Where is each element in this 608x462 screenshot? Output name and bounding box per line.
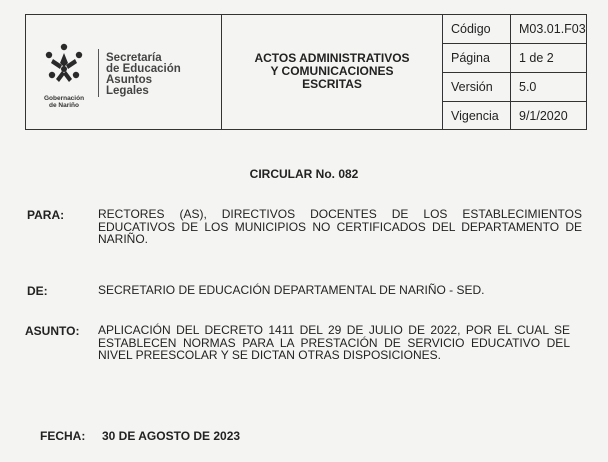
meta-label: Código: [451, 22, 491, 36]
meta-value-row: [511, 44, 586, 73]
de-label: DE:: [27, 284, 48, 298]
meta-label: Página: [451, 51, 490, 65]
meta-label-row: [443, 44, 510, 73]
department-line: de Educación: [106, 63, 181, 75]
document-title: [222, 52, 442, 91]
title-line: Y COMUNICACIONES: [270, 64, 394, 78]
logo-caption-line: de Nariño: [49, 102, 79, 109]
meta-value: 5.0: [519, 80, 537, 94]
meta-label-row: [443, 102, 510, 131]
de-text: SECRETARIO DE EDUCACIÓN DEPARTAMENTAL DE NARIÑO - SED.: [98, 283, 485, 297]
department-line: Legales: [106, 85, 149, 97]
meta-label: Vigencia: [451, 109, 499, 123]
meta-value-row: [511, 73, 586, 102]
para-text: RECTORES (AS), DIRECTIVOS DOCENTES DE LOS ESTABLECIMIENTOS EDUCATIVOS DE LOS MUNICIPIOS NO CERTIFICADOS DEL DEPARTAMENTO DE NARIÑO.: [98, 207, 582, 246]
department-line: Secretaría: [106, 52, 162, 64]
logo-caption: [34, 95, 94, 109]
fecha-value: 30 DE AGOSTO DE 2023: [102, 429, 241, 443]
meta-value: M03.01.F03: [519, 22, 586, 36]
logo-caption-line: Gobernación: [43, 95, 85, 102]
meta-value: 9/1/2020: [519, 109, 568, 123]
document-title-cell: [222, 15, 443, 129]
title-line: ACTOS ADMINISTRATIVOS: [254, 51, 410, 65]
meta-value: 1 de 2: [519, 51, 554, 65]
circular-title: CIRCULAR No. 082: [249, 167, 359, 181]
department-name: [106, 53, 218, 97]
meta-label: Versión: [451, 80, 493, 94]
meta-value-row: [511, 15, 586, 44]
asunto-text: APLICACIÓN DEL DECRETO 1411 DEL 29 DE JULIO DE 2022, POR EL CUAL SE ESTABLECEN NORMAS PARA LA PRESTACIÓN DE SERVICIO EDUCATIVO DEL NIVEL PREESCOLAR Y SE DICTAN OTRAS DISPOSICIONES.: [98, 323, 570, 362]
asunto-label: ASUNTO:: [25, 324, 80, 338]
meta-values: [511, 15, 586, 129]
meta-value-row: [511, 102, 586, 131]
meta-label-row: [443, 73, 510, 102]
header-table: [25, 14, 587, 130]
gobernacion-logo-icon: [40, 41, 88, 91]
title-line: ESCRITAS: [302, 77, 362, 91]
department-line: Asuntos: [106, 74, 152, 86]
meta-labels: [443, 15, 511, 129]
logo-cell: [26, 15, 222, 129]
logo-divider: [98, 49, 99, 97]
meta-label-row: [443, 15, 510, 44]
para-label: PARA:: [27, 208, 65, 222]
fecha-label: FECHA:: [40, 429, 86, 443]
